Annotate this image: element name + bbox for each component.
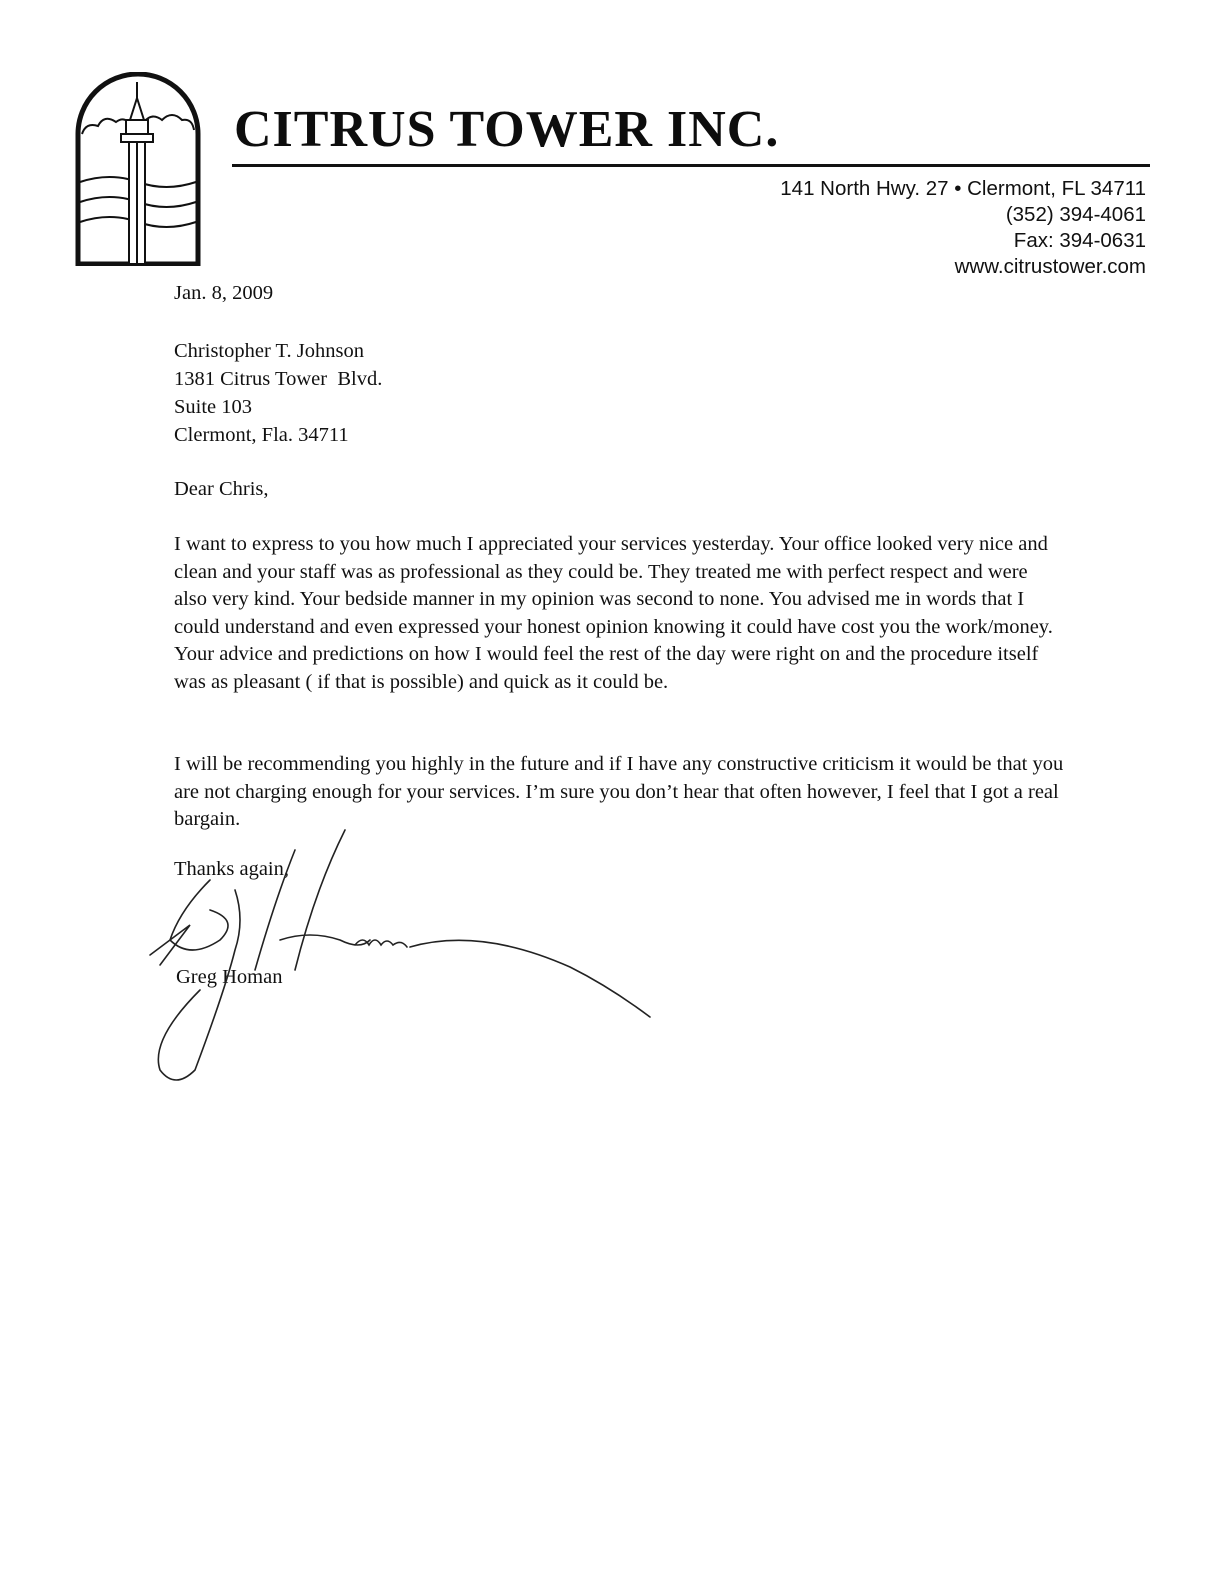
body-paragraph: I will be recommending you highly in the future and if I have any constructive criticism it would be that you are not charging enough for your services. I’m sure you don’t hear that often however, I feel that I got a real bargain. — [174, 753, 1064, 830]
citrus-tower-logo-icon — [74, 72, 202, 266]
company-name: CITRUS TOWER INC. — [234, 101, 780, 158]
letter-date: Jan. 8, 2009 — [174, 282, 274, 304]
body-paragraph: I want to express to you how much I appreciated your services yesterday. Your office looked very nice and clean and your staff was as professional as they could be. They treated me with perfect respect and were also very kind. Your bedside manner in my opinion was second to none. You advised me in words that I could understand and even expressed your honest opinion knowing it could have cost you the work/money. Your advice and predictions on how I would feel the rest of the day were right on and the procedure itself was as pleasant ( if that is possible) and quick as it could be. — [174, 533, 1053, 693]
signer-name: Greg Homan — [176, 966, 283, 988]
letterhead-rule — [232, 164, 1150, 167]
recipient-suite: Suite 103 — [174, 396, 253, 418]
company-fax: Fax: 394-0631 — [1013, 229, 1146, 252]
company-address: 141 North Hwy. 27 • Clermont, FL 34711 — [780, 177, 1146, 200]
recipient-name: Christopher T. Johnson — [174, 340, 365, 362]
letterhead-contact — [780, 176, 1146, 280]
company-website: www.citrustower.com — [954, 255, 1146, 278]
salutation: Dear Chris, — [174, 478, 269, 500]
company-phone: (352) 394-4061 — [1005, 203, 1146, 226]
handwritten-signature-icon — [130, 820, 670, 1090]
closing: Thanks again, — [174, 858, 289, 880]
recipient-address — [174, 337, 382, 449]
recipient-street: 1381 Citrus Tower Blvd. — [174, 368, 383, 390]
recipient-city: Clermont, Fla. 34711 — [174, 424, 349, 446]
